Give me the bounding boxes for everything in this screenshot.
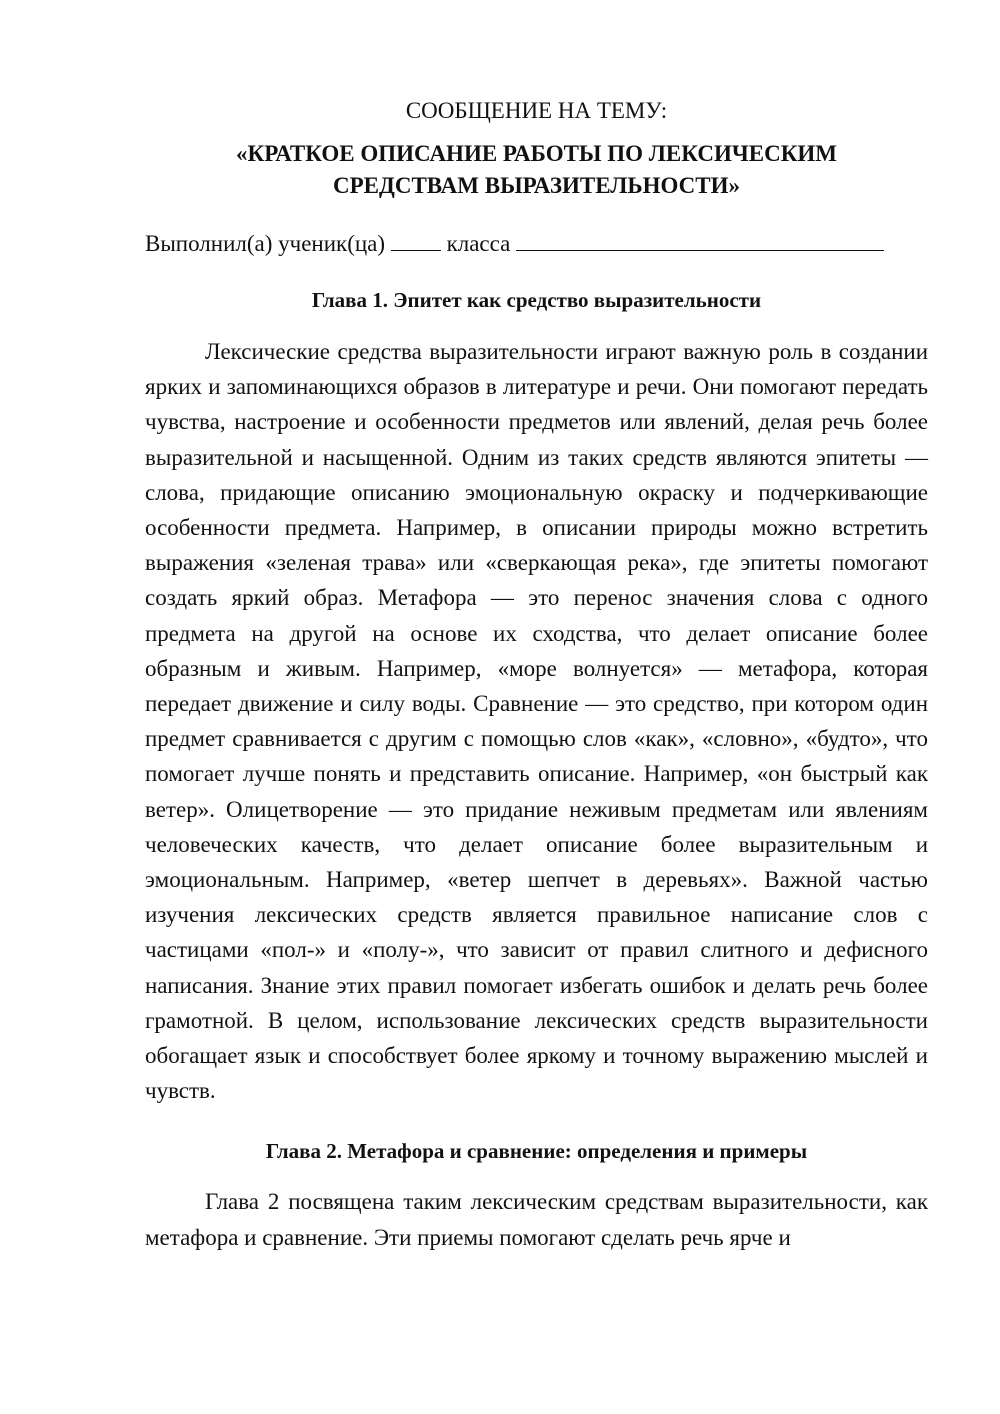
author-class-label: класса xyxy=(446,231,511,256)
chapter-1-paragraph: Лексические средства выразительности играют важную роль в создании ярких и запоминающихся образов в литературе и речи. Они помогают передать чувства, настроение и особенности предметов или явлений, делая речь более выразительной и насыщенной. Одним из таких средств являются эпитеты — слова, придающие описанию эмоциональную окраску и подчеркивающие особенности предмета. Например, в описании природы можно встретить выражения «зеленая трава» или «сверкающая река», где эпитеты помогают создать яркий образ. Метафора — это перенос значения слова с одного предмета на другой на основе их сходства, что делает описание более образным и живым. Например, «море волнуется» — метафора, которая передает движение и силу воды. Сравнение — это средство, при котором один предмет сравнивается с другим с помощью слов «как», «словно», «будто», что помогает лучше понять и представить описание. Например, «он быстрый как ветер». Олицетворение — это придание неживым предметам или явлениям человеческих качеств, что делает описание более выразительным и эмоциональным. Например, «ветер шепчет в деревьях». Важной частью изучения лексических средств является правильное написание слов с частицами «пол-» и «полу-», что зависит от правил слитного и дефисного написания. Знание этих правил помогает избегать ошибок и делать речь более грамотной. В целом, использование лексических средств выразительности обогащает язык и способствует более яркому и точному выражению мыслей и чувств. xyxy=(145,339,928,1104)
chapter-2-title: Глава 2. Метафора и сравнение: определения и примеры xyxy=(265,1139,808,1164)
document-title xyxy=(145,138,928,202)
document-page xyxy=(145,95,928,1255)
author-line xyxy=(145,228,928,260)
document-pretitle: СООБЩЕНИЕ НА ТЕМУ: xyxy=(405,98,668,123)
chapter-1-title: Глава 1. Эпитет как средство выразительности xyxy=(311,288,762,312)
document-title-line-1: «КРАТКОЕ ОПИСАНИЕ РАБОТЫ ПО ЛЕКСИЧЕСКИМ xyxy=(236,141,837,166)
chapter-2-paragraph: Глава 2 посвящена таким лексическим средствам выразительности, как метафора и сравнение. Эти приемы помогают сделать речь ярче и xyxy=(145,1189,928,1250)
student-name-blank xyxy=(516,228,884,251)
document-title-line-2: СРЕДСТВАМ ВЫРАЗИТЕЛЬНОСТИ» xyxy=(333,173,740,198)
author-prefix: Выполнил(а) ученик(ца) xyxy=(145,231,386,256)
class-number-blank xyxy=(391,228,441,251)
